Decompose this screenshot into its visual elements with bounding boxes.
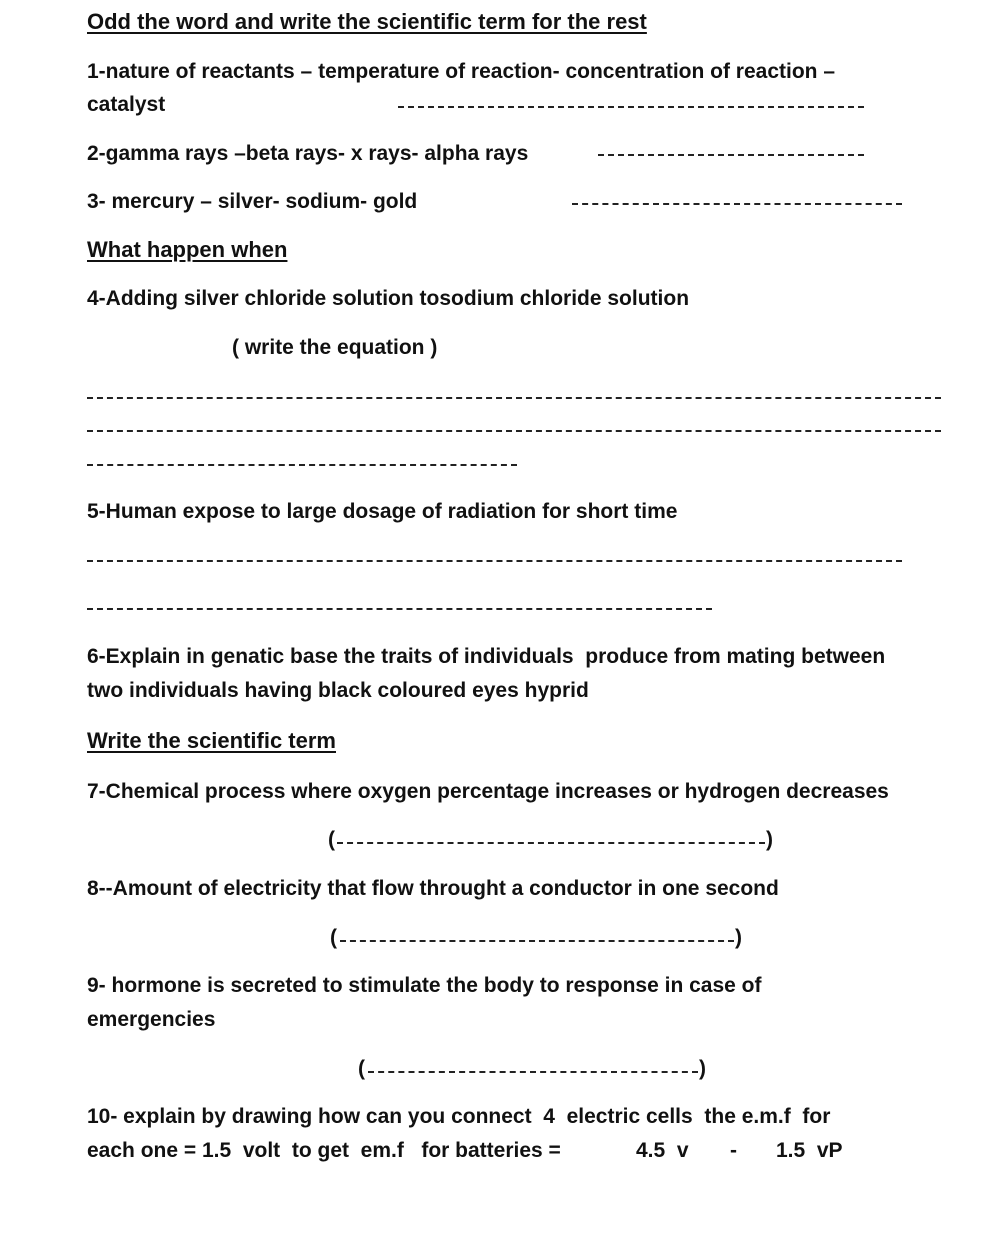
question-6-line-1: 6-Explain in genatic base the traits of individuals produce from mating between <box>87 645 886 668</box>
question-4-hint: ( write the equation ) <box>232 336 438 359</box>
question-7: 7-Chemical process where oxygen percentage increases or hydrogen decreases <box>87 780 889 803</box>
question-10-separator: - <box>730 1139 737 1162</box>
question-8: 8--Amount of electricity that flow throught a conductor in one second <box>87 877 779 900</box>
bracket-close-8: ) <box>735 926 742 949</box>
question-1-line-1: 1-nature of reactants – temperature of reaction- concentration of reaction – <box>87 60 836 83</box>
question-6-line-2: two individuals having black coloured eyes hyprid <box>87 679 589 702</box>
answer-line-4b[interactable] <box>87 430 941 432</box>
bracket-close-9: ) <box>699 1057 706 1080</box>
bracket-open-8: ( <box>330 926 337 949</box>
answer-line-4c[interactable] <box>87 464 517 466</box>
heading-odd-word: Odd the word and write the scientific term for the rest <box>87 9 647 34</box>
question-10-line-2: each one = 1.5 volt to get em.f for batteries = <box>87 1139 561 1162</box>
question-9-line-2: emergencies <box>87 1008 216 1031</box>
question-10-value-1: 4.5 v <box>636 1139 689 1162</box>
heading-what-happen: What happen when <box>87 237 288 262</box>
question-5: 5-Human expose to large dosage of radiation for short time <box>87 500 678 523</box>
answer-line-5b[interactable] <box>87 608 712 610</box>
answer-blank-8[interactable] <box>340 940 734 942</box>
bracket-open-7: ( <box>328 828 335 851</box>
answer-line-4a[interactable] <box>87 397 941 399</box>
question-2: 2-gamma rays –beta rays- x rays- alpha rays <box>87 142 529 165</box>
heading-scientific-term: Write the scientific term <box>87 728 336 753</box>
question-10-value-2: 1.5 vP <box>776 1139 843 1162</box>
question-3: 3- mercury – silver- sodium- gold <box>87 190 418 213</box>
answer-blank-1[interactable] <box>398 106 864 108</box>
answer-blank-9[interactable] <box>368 1071 698 1073</box>
bracket-close-7: ) <box>766 828 773 851</box>
question-4: 4-Adding silver chloride solution tosodium chloride solution <box>87 287 690 310</box>
question-1-line-2: catalyst <box>87 93 166 116</box>
bracket-open-9: ( <box>358 1057 365 1080</box>
answer-blank-7[interactable] <box>337 842 765 844</box>
answer-blank-3[interactable] <box>572 203 902 205</box>
answer-line-5a[interactable] <box>87 560 902 562</box>
question-10-line-1: 10- explain by drawing how can you connect 4 electric cells the e.m.f for <box>87 1105 831 1128</box>
answer-blank-2[interactable] <box>598 154 864 156</box>
question-9-line-1: 9- hormone is secreted to stimulate the body to response in case of <box>87 974 762 997</box>
